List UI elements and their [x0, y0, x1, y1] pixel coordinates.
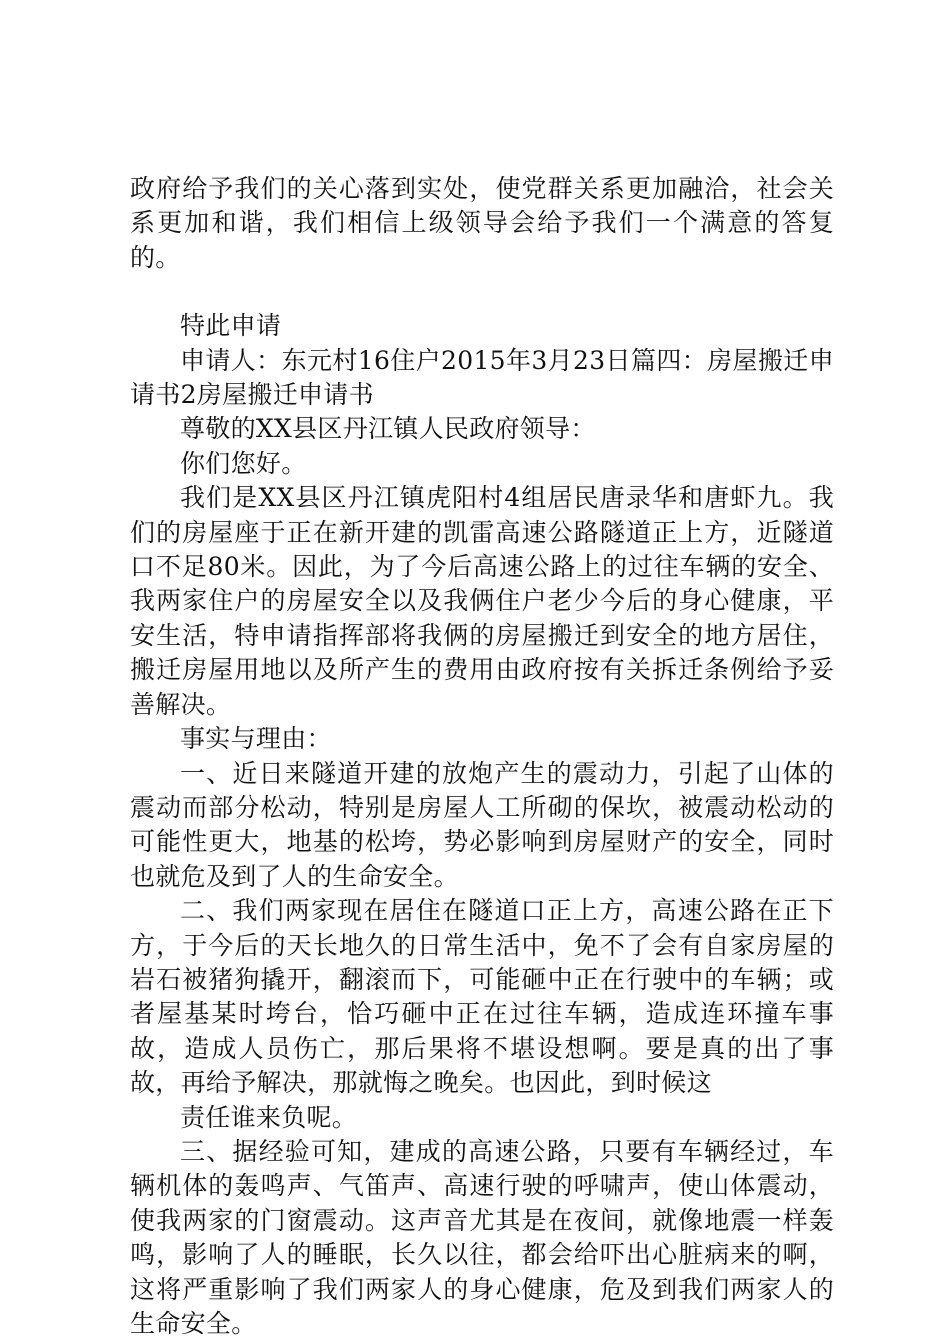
- paragraph-introduction: 我们是XX县区丹江镇虎阳村4组居民唐录华和唐虾九。我们的房屋座于正在新开建的凯雷高速公路隧道正上方，近隧道口不足80米。因此，为了今后高速公路上的过往车辆的安全、我两家住户的房屋安全以及我俩住户老少今后的身心健康，平安生活，特申请指挥部将我俩的房屋搬迁到安全的地方居住，搬迁房屋用地以及所产生的费用由政府按有关拆迁条例给予妥善解决。: [130, 483, 834, 719]
- paragraph-applicant: 申请人：东元村16住户2015年3月23日篇四：房屋搬迁申请书2房屋搬迁申请书: [130, 345, 834, 410]
- paragraph-special-request: 特此申请: [180, 311, 282, 341]
- paragraph-reason-three: 三、据经验可知，建成的高速公路，只要有车辆经过，车辆机体的轰鸣声、气笛声、高速行驶的呼啸声，使山体震动，使我两家的门窗震动。这声音尤其是在夜间，就像地震一样轰鸣，影响了人的睡眠，长久以往，都会给吓出心脏病来的啊，这将严重影响了我们两家人的身心健康，危及到我们两家人的生命安全。: [130, 1136, 834, 1338]
- paragraph-greeting: 你们您好。: [180, 448, 307, 478]
- document-body: [130, 172, 834, 1341]
- paragraph-responsibility: 责任谁来负呢。: [180, 1102, 358, 1132]
- paragraph-reason-one: 一、近日来隧道开建的放炮产生的震动力，引起了山体的震动而部分松动，特别是房屋人工所砌的保坎，被震动松动的可能性更大，地基的松垮，势必影响到房屋财产的安全，同时也就危及到了人的生命安全。: [130, 758, 834, 891]
- paragraph-salutation: 尊敬的XX县区丹江镇人民政府领导：: [180, 414, 596, 444]
- paragraph-facts-heading: 事实与理由：: [180, 724, 332, 754]
- paragraph-reason-two: 二、我们两家现在居住在隧道口正上方，高速公路在正下方，于今后的天长地久的日常生活中，免不了会有自家房屋的岩石被猪狗撬开，翻滚而下，可能砸中正在行驶中的车辆；或者屋基某时垮台，恰巧砸中正在过往车辆，造成连环撞车事故，造成人员伤亡，那后果将不堪设想啊。要是真的出了事故，再给予解决，那就悔之晚矣。也因此，到时候这: [130, 896, 834, 1098]
- paragraph-closing-remark: 政府给予我们的关心落到实处，使党群关系更加融洽，社会关系更加和谐，我们相信上级领导会给予我们一个满意的答复的。: [130, 174, 834, 272]
